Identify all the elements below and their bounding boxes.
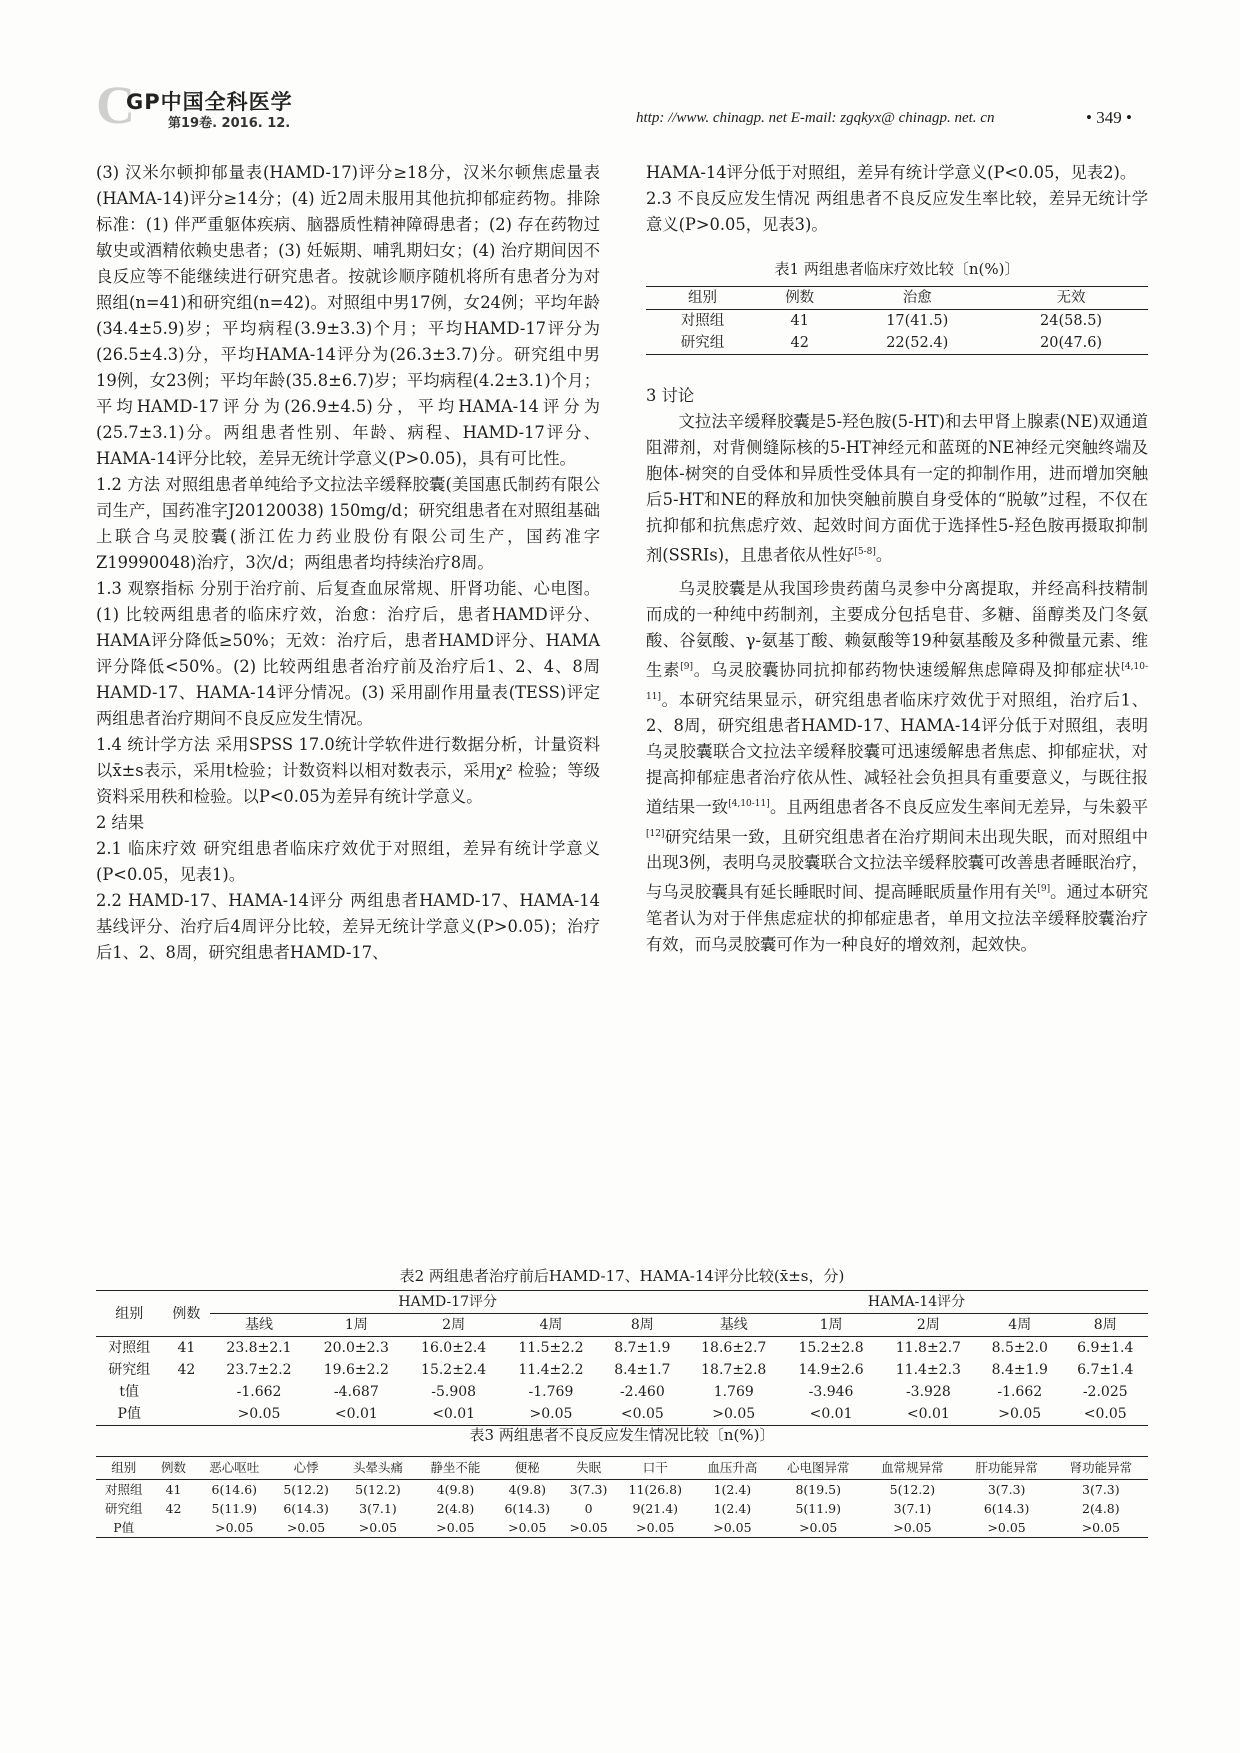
table-cell: -4.687 (333, 1384, 379, 1400)
table-cell: 4(9.8) (508, 1482, 547, 1497)
table-header-cell: 8周 (630, 1317, 654, 1333)
table-cell: <0.01 (432, 1406, 476, 1422)
table-cell: 3(7.3) (1082, 1482, 1120, 1497)
running-header (96, 75, 1146, 135)
table-cell: 1(2.4) (713, 1482, 752, 1497)
table-row (646, 332, 1148, 355)
table-cell: 6(14.3) (283, 1501, 329, 1516)
table-row (96, 1403, 1148, 1426)
table-cell: >0.05 (799, 1520, 838, 1535)
table-row (96, 1518, 1148, 1538)
table-cell: 2(4.8) (436, 1501, 475, 1516)
table2-caption: 表2 两组患者治疗前后HAMD-17、HAMA-14评分比较(x̄±s，分) (399, 1267, 845, 1285)
table-header-cell: 血常规异常 (881, 1460, 944, 1475)
table-cell: >0.05 (713, 1520, 752, 1535)
table-cell: 23.8±2.1 (226, 1340, 292, 1356)
table-header-row (96, 1457, 1148, 1480)
section-heading-discussion: 3 讨论 (646, 386, 695, 405)
table-cell: 对照组 (104, 1482, 143, 1497)
table-cell: 5(12.2) (283, 1482, 329, 1497)
table-header-cell: 血压升高 (707, 1460, 758, 1475)
table-cell: 2(4.8) (1082, 1501, 1120, 1516)
table-cell (162, 1381, 210, 1403)
table-cell: 研究组 (104, 1501, 143, 1516)
table-header-cell: 治愈 (902, 290, 932, 306)
text-span: 。且两组患者各不良反应发生率间无差异，与朱毅平 (769, 797, 1148, 817)
table-header-cell: 无效 (1056, 290, 1086, 306)
table-header-cell: 例数 (162, 1291, 210, 1337)
table-cell: 1(2.4) (713, 1501, 752, 1516)
text-span: 。乌灵胶囊协同抗抑郁药物快速缓解焦虑障碍及抑郁症状 (692, 660, 1122, 680)
text-span: 乌灵胶囊是从我国珍贵药菌乌灵参中分离提取，并经高科技精制而成的一种纯中药制剂，主要成分包括皂苷、多糖、甾醇类及门冬氨酸、谷氨酸、γ-氨基丁酸、赖氨酸等19种氨基酸及多种微量元素、维生素 (646, 579, 1148, 680)
table-cell: >0.05 (1081, 1520, 1120, 1535)
table-cell: 41 (177, 1340, 196, 1356)
table-cell: 15.2±2.8 (798, 1340, 864, 1356)
table-header-cell: 口干 (642, 1460, 668, 1475)
table-cell: 5(11.9) (795, 1501, 841, 1516)
reference-marker: [4,10-11] (728, 799, 770, 810)
table1 (646, 286, 1148, 355)
paragraph-statistics: 1.4 统计学方法 采用SPSS 17.0统计学软件进行数据分析，计量资料以x̄±s表示，采用t检验；计数资料以相对数表示，采用χ² 检验；等级资料采用秩和检验。以P<0.05为差异有统计学意义。 (96, 735, 600, 806)
table-row (646, 310, 1148, 333)
table-cell: >0.05 (508, 1520, 547, 1535)
table-cell: 研究组 (108, 1362, 151, 1378)
paragraph-hamd-hama: 2.2 HAMD-17、HAMA-14评分 两组患者HAMD-17、HAMA-14基线评分、治疗后4周评分比较，差异无统计学意义(P>0.05)；治疗后1、2、8周，研究组患者HAMD-17、 (96, 891, 600, 962)
table-header-cell: 心悸 (293, 1460, 319, 1475)
table-cell: 8.5±2.0 (991, 1340, 1048, 1356)
table-cell: >0.05 (712, 1406, 756, 1422)
table-cell: <0.01 (906, 1406, 950, 1422)
table-cell: 24(58.5) (1040, 313, 1103, 329)
table-cell: 5(12.2) (889, 1482, 936, 1497)
text-span: 研究结果一致，且研究组患者在治疗期间未出现失眠，而对照组中出现3例，表明乌灵胶囊联合文拉法辛缓释胶囊可改善患者睡眠治疗，与乌灵胶囊具有延长睡眠时间、提高睡眠质量作用有关 (646, 827, 1148, 902)
table-header-cell: 2周 (916, 1317, 940, 1333)
table-header-cell: 组别 (111, 1460, 137, 1475)
reference-marker: [9] (680, 662, 693, 673)
journal-volume: 第19卷. 2016. 12. (168, 116, 291, 131)
table3 (96, 1456, 1148, 1538)
table-header-cell: 静坐不能 (430, 1460, 481, 1475)
table-cell: 16.0±2.4 (421, 1340, 487, 1356)
table-header-row (96, 1291, 1148, 1314)
paragraph-inclusion-criteria: (3) 汉米尔顿抑郁量表(HAMD-17)评分≥18分，汉米尔顿焦虑量表(HAMA-14)评分≥14分；(4) 近2周未服用其他抗抑郁症药物。排除标准：(1) 伴严重躯体疾病、脑器质性精神障碍患者；(2) 存在药物过敏史或酒精依赖史患者；(3) 妊娠期、哺乳期妇女；(4) 治疗期间因不良反应等不能继续进行研究患者。按就诊顺序随机将所有患者分为对照组(n=41)和研究组(n=42)。对照组中男17例，女24例；平均年龄(34.4±5.9)岁；平均病程(3.9±3.3)个月；平均HAMD-17评分为(26.5±4.3)分，平均HAMA-14评分为(26.3±3.7)分。研究组中男19例，女23例；平均年龄(35.8±6.7)岁；平均病程(4.2±3.1)个月；平均HAMD-17评分为(26.9±4.5)分，平均HAMA-14评分为(25.7±3.1)分。两组患者性别、年龄、病程、HAMD-17评分、HAMA-14评分比较，差异无统计学意义(P>0.05)，具有可比性。 (96, 163, 600, 468)
table-cell: >0.05 (358, 1520, 398, 1535)
table-cell: -3.946 (808, 1384, 854, 1400)
table-header-cell: 失眠 (576, 1460, 602, 1475)
table-cell: 22(52.4) (886, 335, 949, 351)
table3-body (96, 1480, 1148, 1538)
table-cell: 20.0±2.3 (323, 1340, 389, 1356)
table-cell: 20(47.6) (1040, 335, 1103, 351)
table-header-cell: 例数 (785, 290, 815, 306)
reference-marker: [9] (1037, 884, 1051, 895)
table-cell: 6(14.6) (211, 1482, 258, 1497)
table-cell: 11.4±2.3 (895, 1362, 961, 1378)
table-cell: -5.908 (431, 1384, 477, 1400)
table-cell: 9(21.4) (632, 1501, 679, 1516)
table-cell: >0.05 (569, 1520, 608, 1535)
table-cell: 42 (165, 1501, 182, 1516)
journal-url-email: http: //www. chinagp. net E-mail: zgqkyx@ chinagp. net. cn (636, 110, 995, 126)
table-cell (151, 1518, 195, 1538)
table-cell: 15.2±2.4 (421, 1362, 487, 1378)
table-cell: 42 (790, 335, 809, 351)
paragraph-methods: 1.2 方法 对照组患者单纯给予文拉法辛缓释胶囊(美国惠氏制药有限公司生产，国药准字J20120038) 150mg/d；研究组患者在对照组基础上联合乌灵胶囊(浙江佐力药业股份有限公司生产，国药准字Z19990048)治疗，3次/d；两组患者均持续治疗8周。 (96, 475, 600, 572)
table-cell: 8.7±1.9 (614, 1340, 671, 1356)
paragraph-clinical-efficacy: 2.1 临床疗效 研究组患者临床疗效优于对照组，差异有统计学意义(P<0.05，见表1)。 (96, 839, 600, 884)
table-cell: -2.460 (619, 1384, 665, 1400)
table-header-group: HAMD-17评分 (210, 1291, 685, 1314)
table-cell (162, 1403, 210, 1426)
table-header-cell: 组别 (96, 1291, 162, 1337)
table-cell: P值 (113, 1520, 135, 1535)
table-cell: >0.05 (998, 1406, 1042, 1422)
table-row (96, 1381, 1148, 1403)
table-cell: >0.05 (529, 1406, 573, 1422)
paragraph-hamd-continued: HAMA-14评分低于对照组，差异有统计学意义(P<0.05，见表2)。 (646, 163, 1137, 182)
table-cell: 11.8±2.7 (895, 1340, 961, 1356)
journal-name: GP中国全科医学 (126, 90, 293, 114)
table-cell: 18.7±2.8 (701, 1362, 767, 1378)
table-cell: 6.9±1.4 (1077, 1340, 1134, 1356)
table-cell: 对照组 (108, 1340, 151, 1356)
reference-marker: [4,10-11] (646, 662, 1148, 702)
table-subheader-row (96, 1314, 1148, 1337)
table-cell: <0.05 (1083, 1406, 1127, 1422)
table-cell: -3.928 (905, 1384, 951, 1400)
table-cell: 8(19.5) (795, 1482, 841, 1497)
table-header-cell: 4周 (539, 1317, 563, 1333)
text-span: 。本研究结果显示，研究组患者临床疗效优于对照组，治疗后1、2、8周，研究组患者HAMD-17、HAMA-14评分低于对照组，表明乌灵胶囊联合文拉法辛缓释胶囊可迅速缓解患者焦虑、抑郁症状，对提高抑郁症患者治疗依从性、减轻社会负担具有重要意义，与既往报道结果一致 (646, 690, 1148, 817)
table3-block (96, 1456, 1148, 1538)
table-header-cell: 肝功能异常 (975, 1460, 1038, 1475)
table-cell: -1.769 (528, 1384, 574, 1400)
table-cell: 研究组 (680, 335, 725, 351)
table-cell: P值 (117, 1406, 141, 1422)
table-header-cell: 8周 (1093, 1317, 1117, 1333)
table-cell: 1.769 (713, 1384, 754, 1400)
table-cell: 11.5±2.2 (518, 1340, 584, 1356)
table-header-cell: 恶心呕吐 (209, 1460, 260, 1475)
table-cell: <0.01 (334, 1406, 378, 1422)
table-cell: -1.662 (997, 1384, 1043, 1400)
table-cell: -1.662 (236, 1384, 282, 1400)
table1-caption: 表1 两组患者临床疗效比较〔n(%)〕 (774, 260, 1020, 278)
text-span: 文拉法辛缓释胶囊是5-羟色胺(5-HT)和去甲肾上腺素(NE)双通道阻滞剂，对背侧缝际核的5-HT神经元和蓝斑的NE神经元突触终端及胞体-树突的自受体和异质性受体具有一定的抑制作用，进而增加突触后5-HT和NE的释放和加快突触前膜自身受体的“脱敏”过程，不仅在抗抑郁和抗焦虑疗效、起效时间方面优于选择性5-羟色胺再摄取抑制剂(SSRIs)，且患者依从性好 (646, 412, 1148, 565)
table-cell: 18.6±2.7 (701, 1340, 767, 1356)
text-span: 。 (875, 545, 893, 565)
table-cell: >0.05 (237, 1406, 281, 1422)
table-cell: 41 (790, 313, 809, 329)
table-header-cell: 基线 (719, 1317, 748, 1333)
reference-marker: [12] (646, 828, 665, 839)
table-cell: >0.05 (987, 1520, 1026, 1535)
table-cell: 5(12.2) (355, 1482, 401, 1497)
table-header-cell: 头晕头痛 (352, 1460, 403, 1475)
table-header-cell: 肾功能异常 (1069, 1460, 1133, 1475)
table-header-cell: 基线 (245, 1317, 274, 1333)
table-cell: -2.025 (1082, 1384, 1128, 1400)
logo-mark: C (96, 75, 135, 135)
table-cell: >0.05 (286, 1520, 326, 1535)
table-header-cell: 便秘 (514, 1460, 540, 1475)
table-cell: >0.05 (215, 1520, 254, 1535)
paragraph-venlafaxine (646, 409, 1148, 568)
table-cell: 0 (584, 1501, 593, 1516)
table-cell: 对照组 (680, 313, 725, 329)
table-cell: <0.05 (620, 1406, 664, 1422)
table-cell: >0.05 (636, 1520, 675, 1535)
table-cell: 41 (165, 1482, 182, 1497)
paragraph-wuling (646, 576, 1148, 957)
table2-block (96, 1265, 1148, 1426)
table-cell: 8.4±1.7 (614, 1362, 671, 1378)
table-cell: 6(14.3) (983, 1501, 1030, 1516)
table-header-cell: 1周 (819, 1317, 843, 1333)
table2 (96, 1290, 1148, 1426)
left-column (96, 160, 600, 966)
table-cell: 23.7±2.2 (226, 1362, 292, 1378)
table-header-cell: 组别 (688, 290, 718, 306)
table-header-cell: 4周 (1008, 1317, 1032, 1333)
table2-body (96, 1337, 1148, 1426)
paragraph-observation: 1.3 观察指标 分别于治疗前、后复查血尿常规、肝肾功能、心电图。(1) 比较两组患者的临床疗效，治愈：治疗后，患者HAMD评分、HAMA评分降低≥50%；无效：治疗后，患者HAMD评分、HAMA评分降低<50%。(2) 比较两组患者治疗前及治疗后1、2、4、8周HAMD-17、HAMA-14评分情况。(3) 采用副作用量表(TESS)评定两组患者治疗期间不良反应发生情况。 (96, 579, 600, 728)
table-cell: 11.4±2.2 (518, 1362, 584, 1378)
table-header-cell: 1周 (344, 1317, 368, 1333)
table-cell: 6(14.3) (504, 1501, 551, 1516)
table-cell: 3(7.3) (987, 1482, 1026, 1497)
reference-marker: [5-8] (854, 547, 876, 557)
page-number: • 349 • (1086, 108, 1132, 127)
table-cell: 3(7.1) (893, 1501, 932, 1516)
table-cell: <0.01 (809, 1406, 853, 1422)
text-span: 。通过本研究笔者认为对于伴焦虑症状的抑郁症患者，单用文拉法辛缓释胶囊治疗有效，而乌灵胶囊可作为一种良好的增效剂，起效快。 (646, 882, 1148, 954)
table-row (96, 1359, 1148, 1381)
table-cell: 11(26.8) (628, 1482, 682, 1497)
table-cell: 3(7.3) (569, 1482, 608, 1497)
table-cell: 42 (177, 1362, 196, 1378)
table-cell: >0.05 (436, 1520, 475, 1535)
table-cell: t值 (119, 1384, 140, 1400)
journal-logo (96, 75, 356, 135)
table-cell: 3(7.1) (359, 1501, 397, 1516)
table-row (96, 1499, 1148, 1518)
table-cell: >0.05 (893, 1520, 932, 1535)
table-header-cell: 2周 (442, 1317, 466, 1333)
table3-caption: 表3 两组患者不良反应发生情况比较〔n(%)〕 (469, 1426, 775, 1444)
paragraph-adverse-reactions: 2.3 不良反应发生情况 两组患者不良反应发生率比较，差异无统计学意义(P>0.05，见表3)。 (646, 189, 1148, 234)
right-column (646, 160, 1148, 958)
table-cell: 4(9.8) (436, 1482, 475, 1497)
table-cell: 6.7±1.4 (1077, 1362, 1134, 1378)
table-header-group: HAMA-14评分 (685, 1291, 1148, 1314)
table-header-cell: 例数 (160, 1460, 186, 1475)
table-cell: 5(11.9) (211, 1501, 258, 1516)
table-header-row (646, 287, 1148, 310)
table-cell: 8.4±1.9 (991, 1362, 1048, 1378)
table-cell: 17(41.5) (886, 313, 949, 329)
section-heading-results: 2 结果 (96, 813, 145, 832)
table-row (96, 1337, 1148, 1360)
table-row (96, 1480, 1148, 1500)
table-cell: 14.9±2.6 (798, 1362, 864, 1378)
table-cell: 19.6±2.2 (323, 1362, 389, 1378)
table-header-cell: 心电图异常 (786, 1460, 850, 1475)
